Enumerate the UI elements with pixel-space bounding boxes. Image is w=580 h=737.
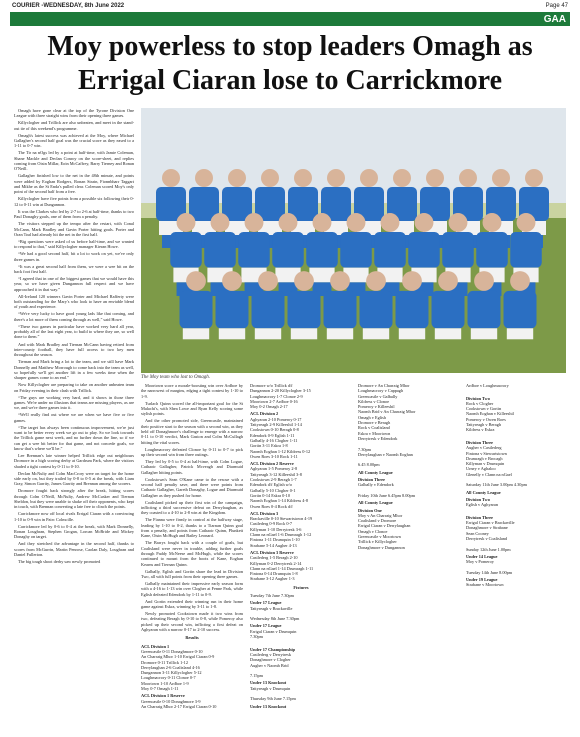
results-heading: Division Two (466, 395, 490, 401)
text-line: Tattyreagh v Beragh (466, 422, 502, 428)
text-line: They led by 0-5 to 0-4 at half-time, with Colm Logue, Cathaoir Gallagher, Patrick Mcveagh and Diarmuid Gallagher hitting points. (141, 459, 243, 475)
results-heading: Under 17 League (250, 600, 282, 606)
text-line: “These two games in particular have worked very hard all year, probably all of the last eight year, to build to where they are, so well done to them.” (14, 323, 134, 340)
text-line: Gortin 0-14 Eskra 0-10 (250, 492, 290, 498)
text-line: Donaghmore v Clogher (250, 657, 291, 663)
headline: Moy powerless to stop leaders Omagh as Errigal Ciaran lose to Carrickmore (47, 31, 533, 96)
text-line: Galbally, Eglish and Gortin share the lead in Division Two, all with full points from their opening three games. (141, 568, 243, 579)
text-line: Castlederg v Derrytresk (250, 651, 291, 657)
text-line: Saturday 11th June 3.00pm 4.30pm (466, 482, 527, 488)
text-line: Fintona 0-14 Drumquin 1-8 (250, 571, 298, 577)
text-line: Naomh Eoghan v Killeeshil (466, 411, 514, 417)
text-line: Galbally v Edendork (358, 482, 394, 488)
text-line: The big tough shoot derby saw newly promoted (18, 559, 101, 565)
text-line: Aghyaran 2-10 Pomeroy 0-17 (250, 416, 302, 422)
team-photo-illustration (141, 108, 566, 373)
text-line: Derrytresk v Edendork (358, 435, 398, 441)
text-line: “It was a great second half from them, we were a wee bit on the back foot first half. (14, 263, 134, 274)
spacer (466, 508, 566, 513)
text-line: An Charraig Mhor 1-10 Errigal Ciaran 0-9 (141, 654, 215, 660)
fixtures-column-2 (466, 383, 566, 733)
text-line: Carrickmore led by 0-6 to 0-4 at the break, with Mark Donnelly, Ronan Loughran, Stephen Grogan, Lorcan McBride and Mickey Donaghy on target. (14, 523, 134, 540)
text-line: Edendork d/f Eglish w/o (250, 482, 293, 488)
text-line: “Big questions were asked of us before half-time, and we wanted to respond to that,” said Killyclogher manager Kieran Howe. (14, 238, 134, 250)
spacer (466, 388, 566, 393)
text-line: Coalisland v Dromore (358, 518, 397, 524)
article-column-2 (141, 383, 243, 733)
text-line: Glenelly v Clann na nGael (466, 471, 512, 477)
text-line: Dromore 0-11 Trillick 1-12 (141, 659, 188, 665)
text-line: Strabane v Moortown (466, 582, 504, 588)
text-line: Omagh v Eglish (358, 414, 386, 420)
text-line: Killyman 0-2 Derrytresk 2-14 (250, 560, 302, 566)
results-heading: Division Three (358, 477, 385, 483)
text-line: Errigal Ciaran v Derrylaughan (358, 523, 411, 529)
text-line: The Tir na nOgs led by a point at half-time, with Jamie Coleman, Shane Mackle and Declan Conroy on the score-sheet, and replies coming from Oisin Millar, Eoin McCaffrey, Barry Tierney and Ronan O'Neill. (14, 150, 134, 172)
text-line: “I agreed that in one of the biggest games that we would have this year, so we have given Dungannon full respect and we have approached it in that way.” (14, 276, 134, 292)
text-line: The Fianna were firmly in control at the halfway stage, leading by 1-10 to 0-2, thanks to a Tiarnan Quinn goal from a penalty, and points from Cathaoir Quinn, Plunkett Kane, Oisin McHugh and Bailey Leonard. (141, 517, 243, 539)
text-line: “The target has always been continuous improvement, we're just want to be better every week we go out to play. So we look towards the Trillick game next week, and no further down the line, so if we can get a wee bit better for that game, and not concede goals, we know that's where we'll be.” (14, 424, 134, 451)
text-line: Drumragh v Brocagh (466, 455, 503, 461)
text-line: Loughmacrory 1-7 Clonoe 2-9 (250, 393, 303, 399)
section-label: GAA (543, 14, 566, 25)
text-line: The Barrys fought back with a couple of goals, but Coalisland were never in trouble, adding further goals through Paddy McNeese and McHugh, while the scores continued to mount from the boots of Kane, Eoghan Kearns and Tiernan Quinn. (141, 540, 243, 567)
text-line: Fintona v Stewartstown (466, 450, 507, 456)
text-line: Dromore fought back strongly after the break, hitting scores through Colm O'Neill, McNulty, Andrew McCusker and Tiernan Sheldon, but they were unable to shake off their opponents, who kept in touch, with Brennan converting a late free to clinch the points. (14, 488, 134, 510)
text-line: Trillick v Killyclogher (358, 539, 397, 545)
text-line: Dromore v An Charraig Mhor (358, 383, 410, 388)
spacer (250, 639, 352, 644)
results-heading: Results (185, 635, 199, 641)
text-line: Lee Brennan's late winner helped Trillick edge out neighbours Dromore in a high scoring derby at Gardrum Park, where the visitors shaded a tight contest by 0-11 to 0-10. (14, 452, 134, 469)
text-line: Augher v Castlederg (466, 445, 502, 451)
results-heading: All County League (466, 489, 501, 495)
article-column-1 (14, 108, 134, 733)
text-line: Moortown score a morale-boosting win over Ardboe by the narrowest of margins, edging a tight contest by 1-10 to 1-9. (141, 383, 243, 399)
text-line: Killyclogher and Trillick are also unbeaten, and meet in the stand-out tie of this weekend's programme. (14, 120, 134, 131)
results-heading: ACL Division 3 Reserve (250, 549, 294, 555)
text-line: Newly promoted Cookstown made it two wins from two, defeating Beragh by 0-10 to 0-8, while Pomeroy also picked up their second win, inflicting a first defeat on Aghyaran with a narrow 0-17 to 2-10 success. (141, 611, 243, 633)
text-line: Killyclogher have five points from a possible six following their 0-12 to 0-11 win at Dungannon. (14, 196, 134, 207)
text-line: “The guys are working very hard, and it shows in those three games. We're under no illusions that teams are missing players, as are we, and we're three games into it. (14, 394, 134, 411)
fixtures-column-1 (358, 383, 460, 733)
text-line: Greencastle 0-10 Donaghmore 3-9 (141, 698, 201, 704)
text-line: Friday 10th June 6.45pm 8.00pm (358, 492, 416, 498)
text-line: Wednesday 8th June 7.30pm (250, 616, 300, 622)
text-line: Moy 0-2 Omagh 2-17 (250, 404, 288, 410)
text-line: Cookstown's Sean O'Kane came to the rescue with a second half penalty save, and there were points from Cathaoir Gallagher, Gareth Donaghy, Logue and Diarmuid Gallagher as they pushed for home. (141, 476, 243, 498)
text-line: Galbally maintained their impressive early season form with a 4-16 to 1-13 win over Clogher at Fenne Park, while Eglish defeated Edendork by 1-11 to 0-9. (141, 581, 243, 597)
text-line: Aghyaran 1-5 Pomeroy 2-8 (250, 466, 298, 472)
text-line: Kildress v Eskra (466, 427, 495, 433)
text-line: Killyman 1-10 Derrytresk 3-6 (250, 526, 302, 532)
text-line: It was the Clarkes who led by 2-7 to 2-6 at half-time, thanks to two Paul Donaghy goals, one of them from a penalty. (14, 208, 134, 220)
text-line: Thursday 9th June 7.15pm (250, 696, 296, 702)
text-line: Derrylaughan 2-6 Coalisland 4-16 (141, 664, 200, 670)
results-heading: ACL Division 1 Reserve (141, 693, 185, 699)
text-line: Omagh's latest success was achieved at the Moy, where Michael Gallagher's second half goal was the crucial score as they eased to a 1-11 to 0-7 win. (14, 132, 134, 149)
text-line: Cookstown v Gortin (466, 406, 502, 412)
text-line: Tattyreagh 3-12 Killeeshil 3-8 (250, 471, 302, 477)
results-heading: Under 17 Championship (250, 646, 296, 652)
text-line: Cookstown 2-9 Beragh 1-7 (250, 477, 297, 483)
results-heading: Division Two (466, 496, 490, 502)
text-line: Turlach Quinn scored the all-important goal for the St Malachi's, with Shea Lowe and Ryan Kelly scoring some stylish points. (141, 400, 243, 417)
text-line: Eglish v Aghyaran (466, 502, 498, 508)
text-line: 7.30pm (358, 446, 372, 452)
results-heading: Under 13 Knockout (250, 680, 287, 686)
text-line: Moortown 2-7 Ardboe 0-16 (250, 398, 298, 404)
text-line: Moy v Pomeroy (466, 559, 494, 565)
text-line: Ardboe v Loughmacrory (466, 383, 509, 388)
text-line: “We had a good second half, bit a lot to work on yet, we've only three games in. (14, 251, 134, 262)
text-line: Clann na nGael 1-6 Drumragh 1-12 (250, 532, 312, 538)
text-line: Pomeroy v Killeeshil (358, 404, 395, 410)
text-line: Gallagher finished low to the net in the 48th minute, and points were added by Eoghan Rodgers, Ronan Strain, Fionnbharr Taggart and Mikhe as the St Enda's pulled clear. Coleman scored Moy's only point of the second half from a free. (14, 173, 134, 195)
results-heading: ACL Division 2 Reserve (250, 461, 294, 467)
results-heading: ACL Division 1 (141, 643, 170, 649)
text-line: And Gortin extended their winning run in their home game against Eskra, winning by 3-11 to 1-8. (141, 598, 243, 610)
text-line: Rock v Coalisland (358, 425, 390, 431)
text-line: Strabane 5-14 Augher 4-13 (250, 542, 297, 548)
photo-caption: The Moy team who lost to Omagh. (141, 375, 211, 380)
text-line: Augher v Naomh Brid (250, 662, 289, 668)
text-line: Greencastle v Moortown (358, 534, 401, 540)
text-line: Brackaville 0-10 Stewartstown 4-19 (250, 516, 313, 522)
text-line: Strabane 3-12 Augher 1-3 (250, 576, 295, 582)
text-line: Clann na nGael 1-14 Drumragh 1-11 (250, 565, 314, 571)
results-column (250, 383, 352, 733)
results-heading: Fixtures (293, 584, 309, 590)
text-line: An Charraig Mhor 2-17 Errigal Ciaran 0-10 (141, 703, 217, 709)
text-line: Naomh Brid v An Charraig Mhor (358, 409, 416, 415)
results-heading: All County League (358, 500, 393, 506)
text-line: Gortin 3-11 Eskra 1-8 (250, 443, 288, 449)
text-line: Carrickmore now off local rivals Errigal Ciaran with a convincing 1-10 to 0-9 win in Pairc Colmcille. (14, 511, 134, 522)
text-line: Eskra v Moortown (358, 430, 391, 436)
text-line: Moortown 1-10 Ardboe 1-9 (141, 680, 189, 686)
text-line: Coalisland picked up their first win of the campaign, inflicting a third successive defeat on Derrylaughan, as they coasted to a 4-10 to 2-8 win at the Kingdom. (141, 499, 243, 516)
results-heading: Under 13 Knockout (250, 703, 287, 709)
text-line: And they stretched the advantage in the second half, thanks to scores from McGurrin, Martin Penrose, Caolan Daly, Loughran and Daniel Fullerton. (14, 541, 134, 557)
text-line: Naomh Eoghan 1-14 Kildress 4-8 (250, 498, 308, 504)
results-heading: All County League (358, 469, 393, 475)
results-heading: Under 19 League (466, 577, 498, 583)
text-line: Edendork 0-9 Eglish 1-11 (250, 432, 295, 438)
text-line: Galbally 5-10 Clogher 0-1 (250, 487, 296, 493)
text-line: Pomeroy v Owen Roes (466, 416, 506, 422)
text-line: Sean Cooney (466, 530, 489, 536)
text-line: Killyman v Drumquin (466, 461, 505, 467)
text-line: Greencastle v Galbally (358, 393, 398, 399)
text-line: Naomh Eoghan 1-12 Kildress 0-12 (250, 448, 311, 454)
text-line: Loughmacrory 0-11 Clonoe 0-7 (141, 675, 196, 681)
results-heading: Division One (358, 507, 382, 513)
text-line: Cookstown 0-10 Beragh 0-8 (250, 427, 299, 433)
text-line: Derrylaughan v Naomh Eoghan (358, 451, 413, 457)
text-line: Owen Roes 3-10 Rock 1-11 (250, 453, 298, 459)
text-line: And the other promoted side, Greencastle, maintained their positive start to the season with a second win, as they held off Donaghmore's challenge to emerge with a narrow 0-11 to 0-10 verdict, Mark Gaston and Colm McCullagh hitting the vital scores. (141, 418, 243, 445)
text-line: Tattyreagh v Drumquin (250, 685, 291, 691)
section-bar (10, 12, 570, 26)
text-line: Tuesday 14th June 8.00pm (466, 569, 513, 575)
text-line: Errigal Ciaran v Brackaville (466, 520, 515, 526)
text-line: And with Mark Bradley and Tiernan McCann having retired from inter-county football, they have full access to two key men throughout the season. (14, 341, 134, 358)
text-line: Dungannon 3-11 Killyclogher 5-12 (141, 670, 202, 676)
text-line: Errigal Ciaran v Drumquin (250, 628, 297, 634)
text-line: Tiernan and Mark bring a lot to the team, and we still have Mark Donnelly and Matthew Morrough to come back into the team as well, so hopefully we'll get another lift in a few weeks time when the sharper games come to an end.” (14, 359, 134, 381)
results-heading: Under 14 League (466, 553, 498, 559)
text-line: All-Ireland 120 winners Gavin Porter and Michael Rafferty were both outstanding for the Mary's who look to have an enviable blend of youth and experience. (14, 293, 134, 310)
text-line: Moy 0-7 Omagh 1-11 (141, 686, 179, 691)
text-line: Dromore v Beragh (358, 420, 391, 426)
results-heading: Under 17 League (250, 623, 282, 629)
text-line: Donaghmore v Strabane (466, 525, 508, 531)
text-line: Derrytresk v Coalisland (466, 536, 508, 542)
results-heading: Division Three (466, 439, 493, 445)
text-line: Sunday 12th June 1.00pm (466, 546, 511, 552)
text-line: Dungannon 2-20 Killyclogher 3-15 (250, 388, 311, 394)
text-line: Omagh have gone clear at the top of the Tyrone Division One League with three straight wins from their opening three games. (14, 108, 134, 119)
text-line: “We'll really find out where we are when we have five or five games. (14, 412, 134, 423)
spacer (466, 433, 566, 438)
text-line: Rock v Clogher (466, 400, 494, 406)
text-line: 7.30pm (250, 634, 264, 640)
text-line: Galbally 4-16 Clogher 1-11 (250, 437, 298, 443)
issue-date: COURIER -WEDNESDAY, 8th June 2022 (12, 3, 125, 9)
text-line: Loughmacrory v Cappagh (358, 388, 404, 394)
text-line: Castlederg 0-9 Rock 0-7 (250, 521, 293, 527)
text-line: Dromore w/o Trillick d/f (250, 383, 293, 388)
text-line: Owen Roes 0-4 Rock d/f (250, 503, 293, 509)
text-line: 6.45 8.00pm (358, 462, 380, 468)
text-line: Loughmacrory defeated Clonoe by 0-11 to 0-7 to pick up their second win from three outings. (141, 446, 243, 457)
text-line: Now Killyclogher are preparing to take on another unbeaten team on Friday evening in their clash with Trillick. (14, 382, 134, 393)
text-line: Kildress v Clonoe (358, 398, 390, 404)
page-header (0, 0, 580, 12)
text-line: Omagh v Clonoe (358, 528, 388, 534)
text-line: Declan McNulty and Colm MacCrory were on target for the home side early on, but they trailed by 0-8 to 0-5 at the break, with Liam Gray, Simon Garrity, James Garrity and Brennan among the scorers. (14, 470, 134, 487)
results-heading: ACL Division 2 (250, 411, 279, 417)
results-heading: Division Three (466, 514, 493, 520)
text-line: Tattyreagh 2-9 Killeeshil 1-14 (250, 422, 302, 428)
text-line: Moy v An Charraig Mhor (358, 512, 403, 518)
team-photo (141, 108, 566, 373)
page-number: Page 47 (545, 3, 568, 9)
text-line: “We're very lucky to have good young lads like that coming, and there's a lot more of them coming through as well,” said Howe. (14, 311, 134, 322)
text-line: The visitors stepped up the tempo after the restart, with Conal McCann, Mark Bradley and Gavin Porter hitting goals. Porter and Oran Toal had already hit the net in the first half. (14, 221, 134, 237)
text-line: Fintona 1-11 Drumquin 1-10 (250, 537, 300, 543)
text-line: Tattyreagh v Brackaville (250, 605, 293, 611)
text-line: 7.15pm (250, 673, 264, 679)
text-line: Greencastle 0-11 Donaghmore 0-10 (141, 648, 203, 654)
text-line: Donaghmore v Dungannon (358, 544, 405, 550)
text-line: Tuesday 7th June 7.30pm (250, 592, 295, 598)
text-line: Castlederg 1-5 Beragh 2-10 (250, 555, 298, 561)
results-heading: ACL Division 3 (250, 510, 279, 516)
text-line: Urney v Aghaloo (466, 466, 496, 472)
